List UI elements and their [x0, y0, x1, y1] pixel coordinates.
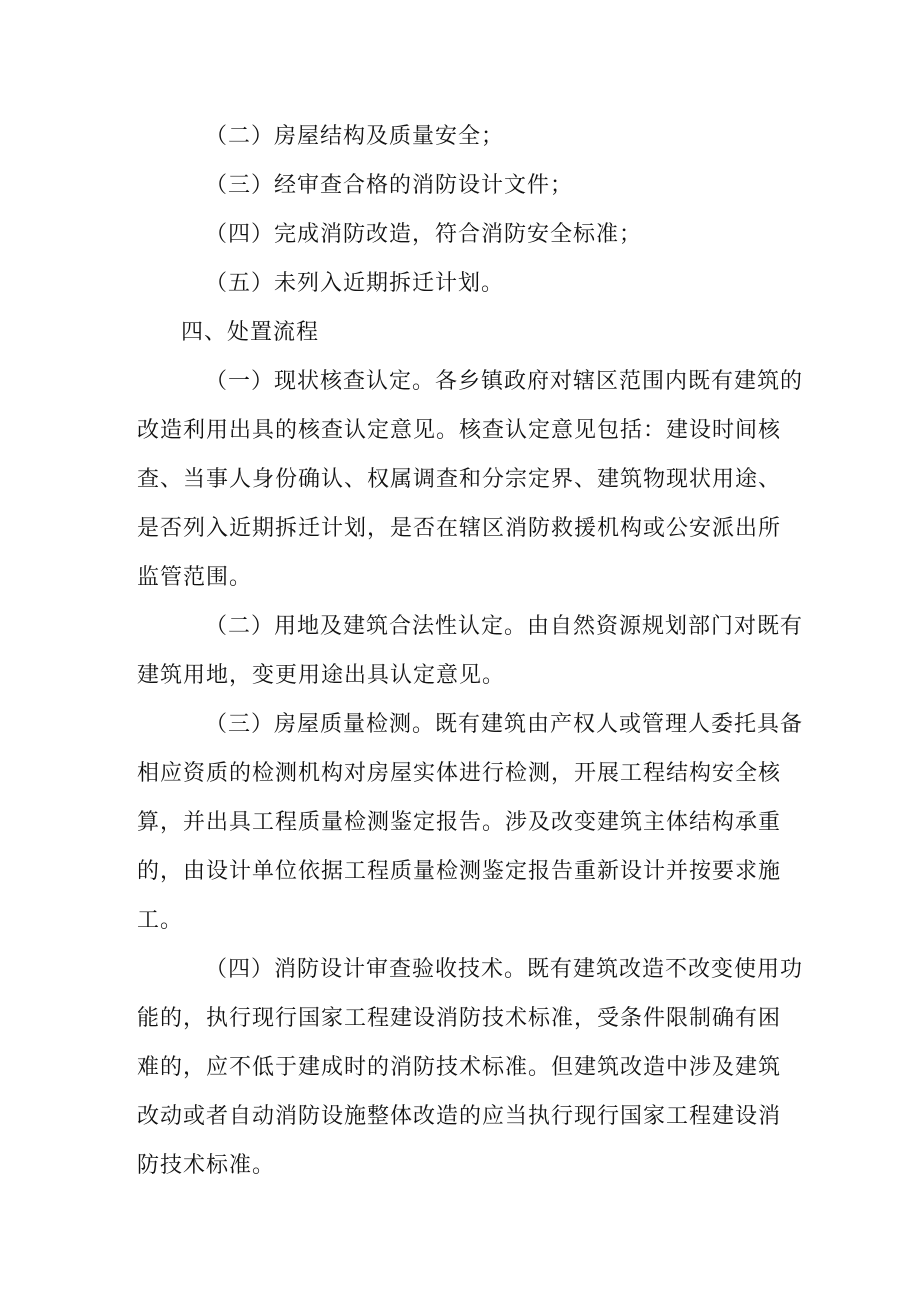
paragraph-line: （三）房屋质量检测。既有建筑由产权人或管理人委托具备	[205, 712, 804, 737]
paragraph-line: （四）消防设计审查验收技术。既有建筑改造不改变使用功	[205, 957, 804, 982]
list-item: （三）经审查合格的消防设计文件；	[205, 173, 574, 198]
paragraph-line: （二）用地及建筑合法性认定。由自然资源规划部门对既有	[205, 614, 804, 639]
paragraph-line: 难的，应不低于建成时的消防技术标准。但建筑改造中涉及建筑	[137, 1055, 782, 1080]
paragraph-line: 相应资质的检测机构对房屋实体进行检测，开展工程结构安全核	[137, 761, 782, 786]
section-heading: 四、处置流程	[181, 320, 320, 345]
paragraph-line: 的，由设计单位依据工程质量检测鉴定报告重新设计并按要求施	[137, 859, 782, 884]
paragraph-quality-inspection	[137, 700, 804, 945]
list-item: （二）房屋结构及质量安全；	[205, 124, 505, 149]
document-body	[137, 112, 804, 1190]
paragraph-land-legality	[137, 602, 804, 700]
paragraph-line: 监管范围。	[137, 565, 253, 590]
paragraph-line: 改动或者自动消防设施整体改造的应当执行现行国家工程建设消	[137, 1104, 782, 1129]
paragraph-line: 防技术标准。	[137, 1153, 276, 1178]
paragraph-line: （一）现状核查认定。各乡镇政府对辖区范围内既有建筑的	[205, 369, 804, 394]
list-item: （五）未列入近期拆迁计划。	[205, 271, 505, 296]
paragraph-line: 查、当事人身份确认、权属调查和分宗定界、建筑物现状用途、	[137, 467, 782, 492]
requirements-list	[137, 112, 789, 308]
paragraph-fire-design-review	[137, 945, 804, 1190]
paragraph-line: 能的，执行现行国家工程建设消防技术标准，受条件限制确有困	[137, 1006, 782, 1031]
paragraph-line: 工。	[137, 908, 184, 933]
paragraph-line: 建筑用地，变更用途出具认定意见。	[137, 663, 506, 688]
paragraph-line: 是否列入近期拆迁计划，是否在辖区消防救援机构或公安派出所	[137, 516, 782, 541]
paragraph-line: 算，并出具工程质量检测鉴定报告。涉及改变建筑主体结构承重	[137, 810, 782, 835]
list-item: （四）完成消防改造，符合消防安全标准；	[205, 222, 643, 247]
paragraph-status-verification	[137, 357, 804, 602]
paragraph-line: 改造利用出具的核查认定意见。核查认定意见包括：建设时间核	[137, 418, 782, 443]
